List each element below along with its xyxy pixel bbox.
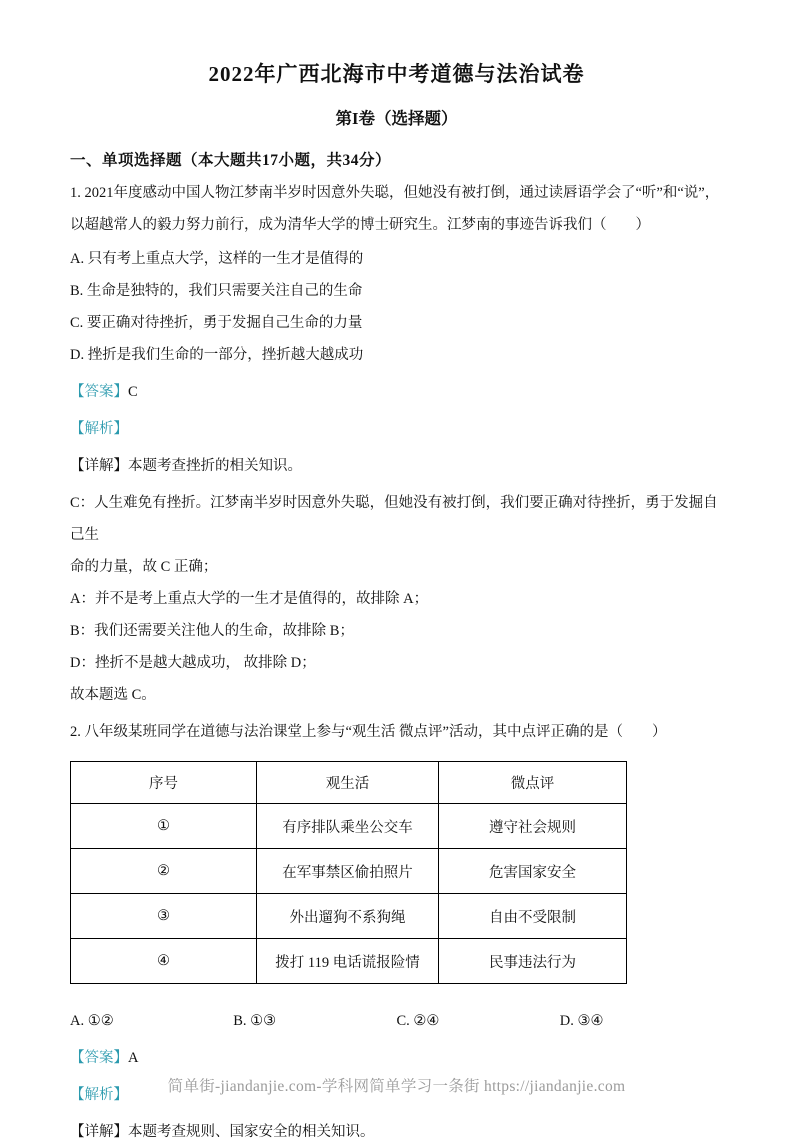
q2-table: [70, 761, 627, 984]
q2-option-b: B. ①③: [233, 1013, 277, 1029]
q2-options-row: [70, 1005, 723, 1037]
table-header-comment: 微点评: [439, 762, 627, 804]
q1-explanation-line-4: B：我们还需要关注他人的生命，故排除 B；: [70, 623, 354, 639]
table-cell-index: ①: [71, 804, 257, 849]
q1-detail-line: 【详解】本题考查挫折的相关知识。: [70, 458, 302, 474]
q1-explanation-line-5: D：挫折不是越大越成功， 故排除 D；: [70, 655, 316, 671]
table-row: [71, 939, 627, 984]
q1-answer-value: C: [128, 384, 138, 400]
q2-answer-value: A: [128, 1050, 139, 1066]
table-cell-observation: 拨打 119 电话谎报险情: [257, 939, 439, 984]
q2-answer-label: 【答案】: [70, 1050, 128, 1066]
section-heading: 一、单项选择题（本大题共17小题，共34分）: [70, 152, 392, 169]
table-cell-index: ③: [71, 894, 257, 939]
q2-answer-line: [70, 1042, 723, 1074]
table-cell-index: ④: [71, 939, 257, 984]
table-row: [71, 894, 627, 939]
q1-option-c: C. 要正确对待挫折，勇于发掘自己生命的力量: [70, 315, 363, 331]
q1-option-a: A. 只有考上重点大学，这样的一生才是值得的: [70, 251, 364, 267]
table-cell-comment: 遵守社会规则: [439, 804, 627, 849]
paper-subtitle: 第I卷（选择题）: [335, 109, 458, 128]
q2-option-d: D. ③④: [559, 1013, 604, 1029]
table-row: [71, 804, 627, 849]
table-cell-comment: 民事违法行为: [439, 939, 627, 984]
paper-title: 2022年广西北海市中考道德与法治试卷: [208, 62, 585, 86]
q1-explanation-line-2: 命的力量，故 C 正确；: [70, 559, 218, 575]
q1-stem-line-1: 1. 2021年度感动中国人物江梦南半岁时因意外失聪，但她没有被打倒，通过读唇语学会了“听”和“说”，: [70, 185, 720, 201]
table-cell-comment: 危害国家安全: [439, 849, 627, 894]
table-cell-observation: 有序排队乘坐公交车: [257, 804, 439, 849]
q1-analysis-line: [70, 413, 723, 445]
table-cell-index: ②: [71, 849, 257, 894]
q2-analysis-label: 【解析】: [70, 1087, 128, 1103]
table-cell-observation: 外出遛狗不系狗绳: [257, 894, 439, 939]
footer-watermark: 简单街-jiandanjie.com-学科网简单学习一条街 https://jiandanjie.com: [167, 1078, 626, 1095]
q1-option-d: D. 挫折是我们生命的一部分，挫折越大越成功: [70, 347, 364, 363]
q1-explanation-line-6: 故本题选 C。: [70, 687, 156, 703]
q1-stem-line-2: 以超越常人的毅力努力前行，成为清华大学的博士研究生。江梦南的事迹告诉我们（ ）: [70, 217, 650, 233]
q2-option-c: C. ②④: [396, 1013, 440, 1029]
q1-option-b: B. 生命是独特的，我们只需要关注自己的生命: [70, 283, 363, 299]
table-cell-comment: 自由不受限制: [439, 894, 627, 939]
q2-stem: 2. 八年级某班同学在道德与法治课堂上参与“观生活 微点评”活动，其中点评正确的是（ ）: [70, 724, 667, 740]
table-header-row: [71, 762, 627, 804]
q1-explanation-line-1: C：人生难免有挫折。江梦南半岁时因意外失聪，但她没有被打倒，我们要正确对待挫折，勇于发掘自己生: [70, 495, 718, 543]
question-1: [70, 177, 723, 711]
table-header-observation: 观生活: [257, 762, 439, 804]
table-row: [71, 849, 627, 894]
q1-answer-label: 【答案】: [70, 384, 128, 400]
table-header-index: 序号: [71, 762, 257, 804]
q2-option-a: A. ①②: [70, 1013, 114, 1029]
q1-analysis-label: 【解析】: [70, 421, 128, 437]
q2-detail-line: 【详解】本题考查规则、国家安全的相关知识。: [70, 1124, 375, 1140]
q1-answer-line: [70, 376, 723, 408]
table-cell-observation: 在军事禁区偷拍照片: [257, 849, 439, 894]
q1-explanation-line-3: A：并不是考上重点大学的一生才是值得的，故排除 A；: [70, 591, 429, 607]
